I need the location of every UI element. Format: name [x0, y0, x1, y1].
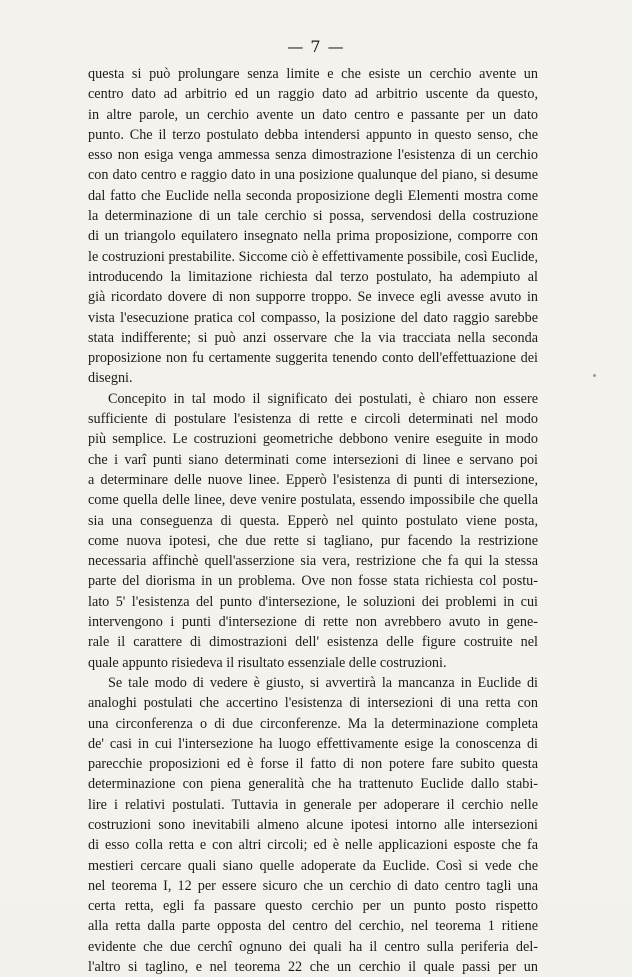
text-line: l'altro si taglino, e nel teorema 22 che un cerchio il quale passi per un	[88, 959, 538, 976]
text-line: alla retta dalla parte opposta del centro del cerchio, nel teorema 1 ritiene	[88, 918, 538, 935]
text-line: sia una conseguenza di questa. Epperò nel quinto postulato viene posta,	[88, 512, 538, 529]
text-line: parte del diorisma in un problema. Ove non fosse stata richiesta col postu-	[88, 573, 538, 590]
text-line: esso non esiga venga ammessa senza dimostrazione l'esistenza di un cerchio	[88, 147, 538, 164]
text-line: in altre parole, un cerchio avente un dato centro e passante per un dato	[88, 106, 538, 123]
text-line: dal fatto che Euclide nella seconda proposizione degli Elementi mostra come	[88, 187, 538, 204]
text-line: centro dato ad arbitrio ed un raggio dato ad arbitrio uscente da questo,	[88, 86, 538, 103]
text-line: mestieri cercare quali siano quelle adoperate da Euclide. Così si vede che	[88, 857, 538, 874]
text-line: introducendo la limitazione richiesta dal terzo postulato, ha adempiuto al	[88, 268, 538, 285]
text-line: parecchie proposizioni ed è forse il fatto di non potere fare subito questa	[88, 756, 538, 773]
text-line: che i varî punti siano determinati come intersezioni di linee e servano poi	[88, 451, 538, 468]
text-line: la determinazione di un tale cerchio si possa, servendosi della costruzione	[88, 208, 538, 225]
text-line: rale il carattere di dimostrazioni dell' esistenza delle figure costruite nel	[88, 634, 538, 651]
text-line: costruzioni sono inevitabili almeno alcune ipotesi intorno alle intersezioni	[88, 816, 538, 833]
text-line: a determinare delle nuove linee. Epperò l'esistenza di punti di intersezione,	[88, 471, 538, 488]
text-line: stata indifferente; si può anzi osservare che la via tracciata nella seconda	[88, 329, 538, 346]
text-line: proposizione non fu certamente suggerita tenendo conto dell'effettuazione dei	[88, 350, 538, 367]
text-line: già ricordato dovere di non supporre troppo. Se invece egli avesse avuto in	[88, 289, 538, 306]
text-line: una circonferenza o di due circonferenze. Ma la determinazione completa	[88, 715, 538, 732]
text-line: quale appunto risiedeva il risultato essenziale delle costruzioni.	[88, 654, 447, 671]
text-line: come nuova ipotesi, che due rette si tagliano, pur facendo la restrizione	[88, 532, 538, 549]
text-line: con dato centro e raggio dato in una posizione qualunque del piano, si desume	[88, 167, 538, 184]
text-line: sufficiente di postulare l'esistenza di rette e circoli determinati nel modo	[88, 411, 538, 428]
text-line: analoghi postulati che accertino l'esistenza di intersezioni di una retta con	[88, 695, 538, 712]
text-line: punto. Che il terzo postulato debba intendersi appunto in questo senso, che	[88, 126, 538, 143]
text-line: Concepito in tal modo il significato dei postulati, è chiaro non essere	[108, 390, 538, 407]
page-smudge	[593, 374, 596, 377]
text-line: certa retta, egli fa passare questo cerchio per un punto posto rispetto	[88, 898, 538, 915]
text-line: de' casi in cui l'intersezione ha luogo effettivamente esige la conoscenza di	[88, 735, 538, 752]
text-line: necessaria affinchè quell'asserzione sia vera, restrizione che fa qui la stessa	[88, 553, 538, 570]
body-text	[88, 64, 538, 977]
text-line: di esso colla retta e con altri circoli; ed è nelle applicazioni esposte che fa	[88, 837, 538, 854]
text-line: le costruzioni prestabilite. Siccome ciò è effettivamente possibile, così Euclide,	[88, 248, 538, 265]
text-line: intervengono i punti d'intersezione di rette non avrebbero avuto in gene-	[88, 614, 538, 631]
text-line: Se tale modo di vedere è giusto, si avvertirà la mancanza in Euclide di	[108, 674, 538, 691]
text-line: questa si può prolungare senza limite e che esiste un cerchio avente un	[88, 66, 538, 82]
text-line: evidente che due cerchî ognuno dei quali ha il centro sulla periferia del-	[88, 938, 538, 955]
text-line: lire i relativi postulati. Tuttavia in generale per adoperare il cerchio nelle	[88, 796, 538, 813]
page-number: — 7 —	[287, 37, 345, 56]
text-line: più semplice. Le costruzioni geometriche debbono venire eseguite in modo	[88, 431, 538, 448]
text-line: determinazione con piena generalità che ha trattenuto Euclide dallo stabi-	[88, 776, 538, 793]
text-line: nel teorema I, 12 per essere sicuro che un cerchio di dato centro tagli una	[88, 877, 538, 894]
text-line: di un triangolo equilatero insegnato nella prima proposizione, comporre con	[88, 228, 538, 245]
text-line: lato 5' l'esistenza del punto d'intersezione, le soluzioni dei problemi in cui	[88, 593, 538, 610]
text-line: come quella delle linee, deve venire postulata, essendo impossibile che quella	[88, 492, 538, 509]
text-line: disegni.	[88, 370, 133, 387]
text-line: vista l'esecuzione pratica col compasso, la posizione del dato raggio sarebbe	[88, 309, 538, 326]
